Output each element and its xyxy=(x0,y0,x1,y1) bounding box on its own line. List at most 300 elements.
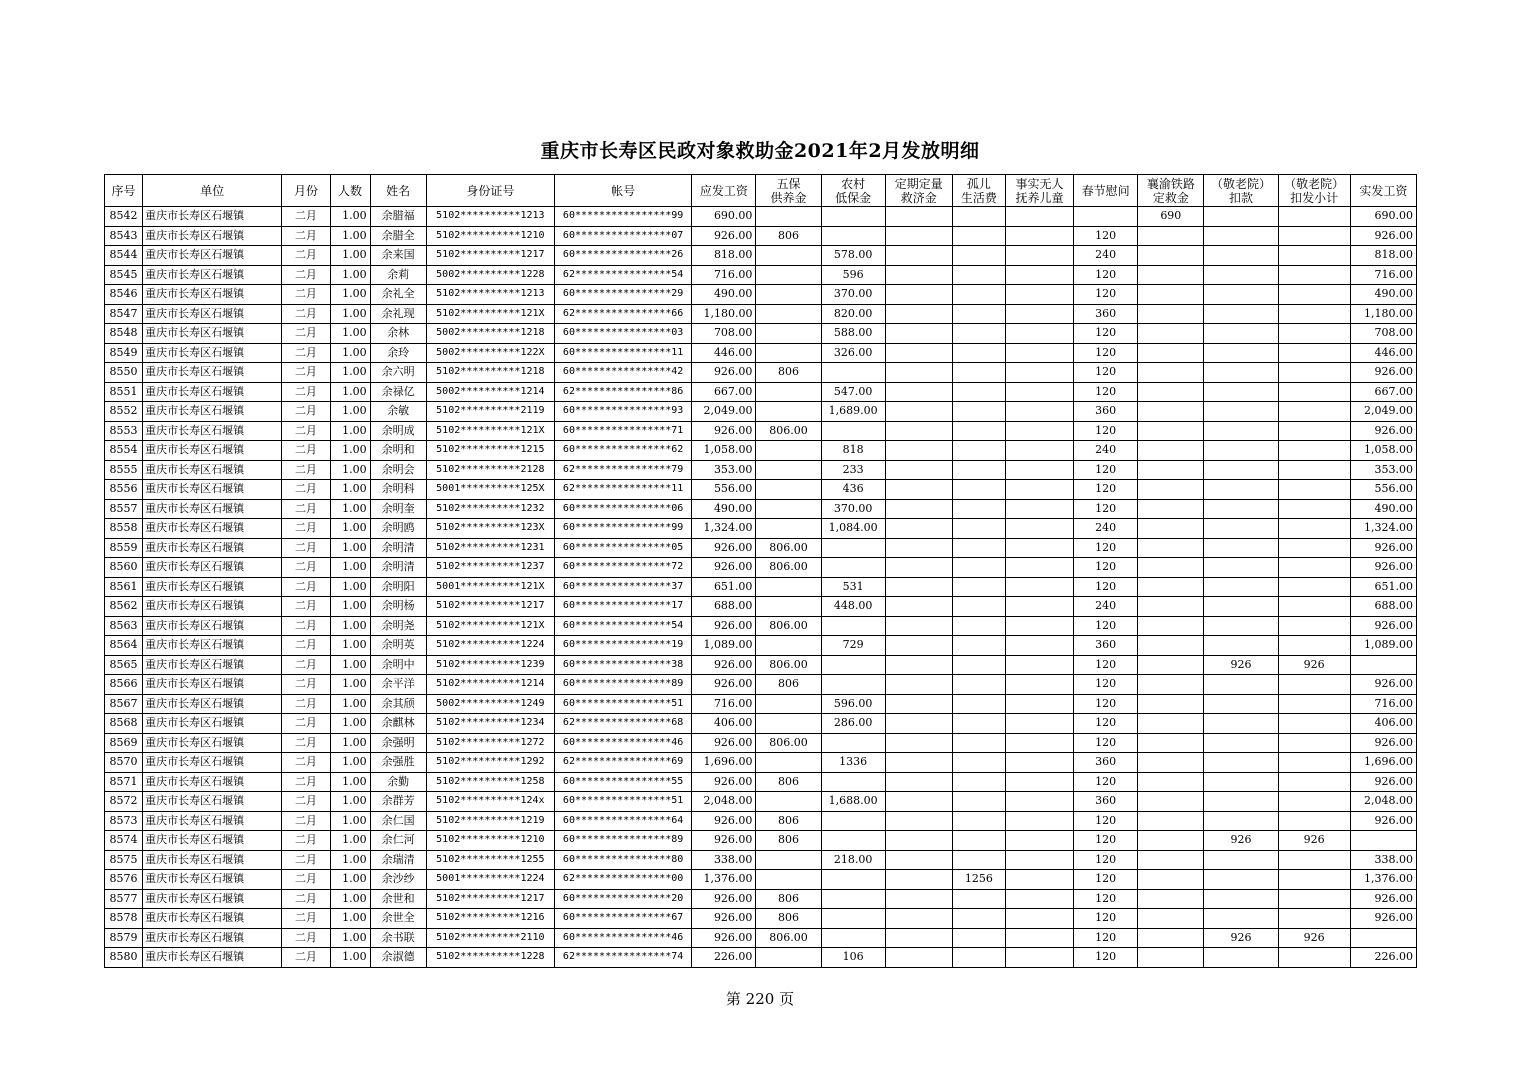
table-row xyxy=(105,304,1417,324)
col-railway-relief-cell xyxy=(1138,909,1204,929)
col-regular-relief-cell xyxy=(885,480,952,500)
col-count-cell: 1.00 xyxy=(330,655,370,675)
col-count-cell: 1.00 xyxy=(330,246,370,266)
col-payable-cell: 716.00 xyxy=(692,265,756,285)
col-month-cell: 二月 xyxy=(282,655,330,675)
col-actual-pay-cell: 1,058.00 xyxy=(1350,441,1416,461)
col-rural-subsidy-cell: 578.00 xyxy=(821,246,885,266)
col-five-guarantee-cell: 806.00 xyxy=(756,655,821,675)
col-month-cell: 二月 xyxy=(282,558,330,578)
col-regular-relief-cell xyxy=(885,499,952,519)
col-unit-cell: 重庆市长寿区石堰镇 xyxy=(143,441,282,461)
col-actual-pay-cell: 556.00 xyxy=(1350,480,1416,500)
col-nursing-subtotal-cell xyxy=(1278,324,1350,344)
col-five-guarantee-cell: 806 xyxy=(756,811,821,831)
col-nursing-deduction-cell xyxy=(1204,226,1278,246)
table-row xyxy=(105,889,1417,909)
col-railway-relief-cell xyxy=(1138,870,1204,890)
col-account-cell: 62****************11 xyxy=(554,480,691,500)
col-regular-relief-cell xyxy=(885,636,952,656)
col-railway-relief-cell xyxy=(1138,811,1204,831)
col-account-cell: 60****************64 xyxy=(554,811,691,831)
col-payable-cell: 2,048.00 xyxy=(692,792,756,812)
col-account-cell: 62****************74 xyxy=(554,948,691,968)
col-count-cell: 1.00 xyxy=(330,343,370,363)
col-nursing-deduction-cell xyxy=(1204,285,1278,305)
col-id-number-cell: 5102**********123X xyxy=(426,519,554,539)
col-seq-cell: 8544 xyxy=(105,246,143,266)
col-unit-header: 单位 xyxy=(143,175,282,207)
col-spring-festival-cell: 120 xyxy=(1074,480,1138,500)
col-rural-subsidy-cell: 820.00 xyxy=(821,304,885,324)
col-rural-subsidy-cell xyxy=(821,207,885,227)
col-five-guarantee-cell xyxy=(756,636,821,656)
col-account-cell: 60****************07 xyxy=(554,226,691,246)
col-spring-festival-cell: 120 xyxy=(1074,831,1138,851)
col-name-cell: 余林 xyxy=(370,324,426,344)
col-rural-subsidy-cell xyxy=(821,421,885,441)
col-id-number-cell: 5102**********121X xyxy=(426,304,554,324)
table-row xyxy=(105,421,1417,441)
col-regular-relief-cell xyxy=(885,324,952,344)
col-orphan-allowance-cell xyxy=(952,928,1005,948)
table-row xyxy=(105,909,1417,929)
col-name-cell: 余麒林 xyxy=(370,714,426,734)
col-month-cell: 二月 xyxy=(282,597,330,617)
col-unattended-children-cell xyxy=(1005,948,1073,968)
col-payable-cell: 406.00 xyxy=(692,714,756,734)
col-actual-pay-cell: 688.00 xyxy=(1350,597,1416,617)
col-spring-festival-cell: 240 xyxy=(1074,246,1138,266)
col-seq-cell: 8551 xyxy=(105,382,143,402)
col-count-cell: 1.00 xyxy=(330,324,370,344)
col-payable-cell: 708.00 xyxy=(692,324,756,344)
col-actual-pay-cell: 926.00 xyxy=(1350,909,1416,929)
col-name-cell: 余六明 xyxy=(370,363,426,383)
col-name-cell: 余明阳 xyxy=(370,577,426,597)
col-railway-relief-cell xyxy=(1138,246,1204,266)
col-account-cell: 60****************89 xyxy=(554,831,691,851)
col-unattended-children-cell xyxy=(1005,480,1073,500)
col-regular-relief-cell xyxy=(885,577,952,597)
col-railway-relief-cell xyxy=(1138,421,1204,441)
col-five-guarantee-cell xyxy=(756,714,821,734)
table-row xyxy=(105,733,1417,753)
col-name-cell: 余来国 xyxy=(370,246,426,266)
col-seq-header: 序号 xyxy=(105,175,143,207)
col-actual-pay-cell: 1,089.00 xyxy=(1350,636,1416,656)
col-regular-relief-cell xyxy=(885,421,952,441)
col-nursing-deduction-cell xyxy=(1204,441,1278,461)
col-name-cell: 余明清 xyxy=(370,558,426,578)
col-month-cell: 二月 xyxy=(282,402,330,422)
col-spring-festival-cell: 360 xyxy=(1074,402,1138,422)
col-actual-pay-cell: 926.00 xyxy=(1350,363,1416,383)
col-count-cell: 1.00 xyxy=(330,811,370,831)
col-actual-pay-cell: 1,696.00 xyxy=(1350,753,1416,773)
col-rural-subsidy-cell: 596.00 xyxy=(821,694,885,714)
col-railway-relief-cell xyxy=(1138,538,1204,558)
col-count-cell: 1.00 xyxy=(330,363,370,383)
col-nursing-deduction-cell xyxy=(1204,772,1278,792)
col-unit-cell: 重庆市长寿区石堰镇 xyxy=(143,948,282,968)
col-account-cell: 60****************54 xyxy=(554,616,691,636)
col-name-cell: 余腊全 xyxy=(370,226,426,246)
col-month-cell: 二月 xyxy=(282,226,330,246)
col-name-cell: 余平洋 xyxy=(370,675,426,695)
col-actual-pay-cell: 926.00 xyxy=(1350,421,1416,441)
col-nursing-deduction-cell xyxy=(1204,811,1278,831)
col-spring-festival-cell: 120 xyxy=(1074,460,1138,480)
col-orphan-allowance-cell xyxy=(952,226,1005,246)
col-account-cell: 60****************93 xyxy=(554,402,691,422)
col-unattended-children-cell xyxy=(1005,577,1073,597)
col-id-number-cell: 5102**********1258 xyxy=(426,772,554,792)
col-count-cell: 1.00 xyxy=(330,265,370,285)
col-name-cell: 余明尧 xyxy=(370,616,426,636)
col-id-number-cell: 5102**********1216 xyxy=(426,909,554,929)
col-unit-cell: 重庆市长寿区石堰镇 xyxy=(143,460,282,480)
col-seq-cell: 8580 xyxy=(105,948,143,968)
col-payable-cell: 490.00 xyxy=(692,285,756,305)
col-nursing-deduction-cell xyxy=(1204,753,1278,773)
col-orphan-allowance-cell xyxy=(952,265,1005,285)
col-count-cell: 1.00 xyxy=(330,753,370,773)
col-payable-cell: 926.00 xyxy=(692,363,756,383)
table-row xyxy=(105,246,1417,266)
col-five-guarantee-cell: 806.00 xyxy=(756,538,821,558)
col-spring-festival-cell: 120 xyxy=(1074,694,1138,714)
col-unit-cell: 重庆市长寿区石堰镇 xyxy=(143,831,282,851)
col-orphan-allowance-cell xyxy=(952,675,1005,695)
col-orphan-allowance-cell xyxy=(952,421,1005,441)
col-nursing-subtotal-cell xyxy=(1278,304,1350,324)
col-unattended-children-cell xyxy=(1005,460,1073,480)
col-unit-cell: 重庆市长寿区石堰镇 xyxy=(143,597,282,617)
col-nursing-deduction-cell xyxy=(1204,597,1278,617)
col-month-cell: 二月 xyxy=(282,753,330,773)
col-spring-festival-cell: 360 xyxy=(1074,304,1138,324)
col-nursing-subtotal-cell xyxy=(1278,226,1350,246)
col-regular-relief-cell xyxy=(885,675,952,695)
col-count-cell: 1.00 xyxy=(330,226,370,246)
col-actual-pay-cell: 708.00 xyxy=(1350,324,1416,344)
col-month-cell: 二月 xyxy=(282,421,330,441)
col-railway-relief-cell xyxy=(1138,460,1204,480)
col-unit-cell: 重庆市长寿区石堰镇 xyxy=(143,499,282,519)
col-id-number-cell: 5102**********1210 xyxy=(426,226,554,246)
table-row xyxy=(105,499,1417,519)
col-count-cell: 1.00 xyxy=(330,499,370,519)
col-nursing-subtotal-cell: 926 xyxy=(1278,655,1350,675)
col-nursing-deduction-cell xyxy=(1204,889,1278,909)
col-account-cell: 60****************51 xyxy=(554,694,691,714)
col-payable-cell: 651.00 xyxy=(692,577,756,597)
col-nursing-deduction-cell xyxy=(1204,792,1278,812)
col-id-number-cell: 5102**********1231 xyxy=(426,538,554,558)
col-seq-cell: 8548 xyxy=(105,324,143,344)
col-actual-pay-cell: 926.00 xyxy=(1350,226,1416,246)
col-orphan-allowance-cell xyxy=(952,811,1005,831)
col-id-number-cell: 5102**********1213 xyxy=(426,207,554,227)
col-spring-festival-cell: 120 xyxy=(1074,733,1138,753)
col-unit-cell: 重庆市长寿区石堰镇 xyxy=(143,694,282,714)
col-unit-cell: 重庆市长寿区石堰镇 xyxy=(143,382,282,402)
col-name-cell: 余礼全 xyxy=(370,285,426,305)
col-unattended-children-cell xyxy=(1005,772,1073,792)
col-spring-festival-cell: 120 xyxy=(1074,577,1138,597)
table-row xyxy=(105,870,1417,890)
col-rural-subsidy-cell: 1,084.00 xyxy=(821,519,885,539)
col-orphan-allowance-cell: 1256 xyxy=(952,870,1005,890)
col-railway-relief-cell xyxy=(1138,402,1204,422)
col-unattended-children-header: 事实无人 抚养儿童 xyxy=(1005,175,1073,207)
col-unit-cell: 重庆市长寿区石堰镇 xyxy=(143,772,282,792)
col-count-cell: 1.00 xyxy=(330,616,370,636)
col-month-cell: 二月 xyxy=(282,265,330,285)
col-five-guarantee-cell xyxy=(756,441,821,461)
col-actual-pay-cell: 926.00 xyxy=(1350,811,1416,831)
col-orphan-allowance-cell xyxy=(952,480,1005,500)
col-count-cell: 1.00 xyxy=(330,207,370,227)
col-name-cell: 余强胜 xyxy=(370,753,426,773)
col-spring-festival-cell: 120 xyxy=(1074,889,1138,909)
col-actual-pay-cell: 2,049.00 xyxy=(1350,402,1416,422)
col-nursing-deduction-cell xyxy=(1204,402,1278,422)
col-regular-relief-cell xyxy=(885,519,952,539)
col-rural-subsidy-cell xyxy=(821,928,885,948)
col-unattended-children-cell xyxy=(1005,207,1073,227)
col-unit-cell: 重庆市长寿区石堰镇 xyxy=(143,480,282,500)
col-railway-relief-cell xyxy=(1138,304,1204,324)
col-count-cell: 1.00 xyxy=(330,538,370,558)
col-nursing-subtotal-cell xyxy=(1278,441,1350,461)
col-unit-cell: 重庆市长寿区石堰镇 xyxy=(143,909,282,929)
col-payable-cell: 926.00 xyxy=(692,675,756,695)
col-spring-festival-cell: 120 xyxy=(1074,850,1138,870)
col-regular-relief-cell xyxy=(885,870,952,890)
col-regular-relief-cell xyxy=(885,733,952,753)
col-spring-festival-cell: 120 xyxy=(1074,538,1138,558)
col-account-header: 帐号 xyxy=(554,175,691,207)
col-nursing-deduction-cell xyxy=(1204,421,1278,441)
col-rural-subsidy-cell: 1,689.00 xyxy=(821,402,885,422)
col-spring-festival-cell: 120 xyxy=(1074,285,1138,305)
col-five-guarantee-cell xyxy=(756,304,821,324)
col-five-guarantee-cell: 806 xyxy=(756,909,821,929)
col-name-cell: 余明鸥 xyxy=(370,519,426,539)
col-month-cell: 二月 xyxy=(282,675,330,695)
col-account-cell: 60****************20 xyxy=(554,889,691,909)
col-name-cell: 余明和 xyxy=(370,441,426,461)
col-regular-relief-cell xyxy=(885,246,952,266)
col-account-cell: 60****************46 xyxy=(554,733,691,753)
col-seq-cell: 8565 xyxy=(105,655,143,675)
col-month-cell: 二月 xyxy=(282,831,330,851)
col-nursing-subtotal-cell xyxy=(1278,402,1350,422)
col-unattended-children-cell xyxy=(1005,928,1073,948)
col-rural-subsidy-cell xyxy=(821,831,885,851)
col-name-header: 姓名 xyxy=(370,175,426,207)
col-five-guarantee-header: 五保 供养金 xyxy=(756,175,821,207)
col-regular-relief-cell xyxy=(885,616,952,636)
col-rural-subsidy-cell xyxy=(821,655,885,675)
col-rural-subsidy-cell xyxy=(821,811,885,831)
col-rural-subsidy-cell xyxy=(821,363,885,383)
col-payable-cell: 1,696.00 xyxy=(692,753,756,773)
col-regular-relief-cell xyxy=(885,265,952,285)
col-payable-cell: 1,089.00 xyxy=(692,636,756,656)
col-railway-relief-cell xyxy=(1138,792,1204,812)
col-nursing-deduction-cell xyxy=(1204,733,1278,753)
col-name-cell: 余世全 xyxy=(370,909,426,929)
col-railway-relief-cell xyxy=(1138,772,1204,792)
col-name-cell: 余明会 xyxy=(370,460,426,480)
col-spring-festival-header: 春节慰问 xyxy=(1074,175,1138,207)
col-count-cell: 1.00 xyxy=(330,460,370,480)
col-unit-cell: 重庆市长寿区石堰镇 xyxy=(143,207,282,227)
col-name-cell: 余淑德 xyxy=(370,948,426,968)
col-spring-festival-cell: 120 xyxy=(1074,558,1138,578)
col-railway-relief-cell xyxy=(1138,928,1204,948)
col-nursing-deduction-cell xyxy=(1204,675,1278,695)
col-id-number-cell: 5002**********1249 xyxy=(426,694,554,714)
col-payable-cell: 1,324.00 xyxy=(692,519,756,539)
col-nursing-subtotal-cell xyxy=(1278,909,1350,929)
table-row xyxy=(105,343,1417,363)
col-payable-cell: 926.00 xyxy=(692,538,756,558)
col-seq-cell: 8572 xyxy=(105,792,143,812)
col-railway-relief-cell xyxy=(1138,265,1204,285)
col-nursing-deduction-cell xyxy=(1204,480,1278,500)
col-regular-relief-cell xyxy=(885,772,952,792)
col-name-cell: 余其颀 xyxy=(370,694,426,714)
col-actual-pay-cell: 818.00 xyxy=(1350,246,1416,266)
col-id-number-cell: 5102**********1228 xyxy=(426,948,554,968)
col-unit-cell: 重庆市长寿区石堰镇 xyxy=(143,811,282,831)
relief-table xyxy=(104,174,1417,968)
col-month-cell: 二月 xyxy=(282,694,330,714)
col-month-cell: 二月 xyxy=(282,928,330,948)
col-account-cell: 60****************17 xyxy=(554,597,691,617)
col-regular-relief-cell xyxy=(885,538,952,558)
col-railway-relief-cell xyxy=(1138,343,1204,363)
col-orphan-allowance-cell xyxy=(952,655,1005,675)
col-id-number-cell: 5102**********121X xyxy=(426,421,554,441)
col-nursing-deduction-cell xyxy=(1204,363,1278,383)
col-count-cell: 1.00 xyxy=(330,909,370,929)
col-nursing-subtotal-cell xyxy=(1278,207,1350,227)
col-rural-subsidy-cell: 596 xyxy=(821,265,885,285)
col-count-cell: 1.00 xyxy=(330,519,370,539)
col-account-cell: 60****************55 xyxy=(554,772,691,792)
col-account-cell: 62****************86 xyxy=(554,382,691,402)
col-name-cell: 余礼现 xyxy=(370,304,426,324)
col-nursing-subtotal-cell xyxy=(1278,499,1350,519)
col-id-number-cell: 5002**********1218 xyxy=(426,324,554,344)
col-seq-cell: 8547 xyxy=(105,304,143,324)
col-unit-cell: 重庆市长寿区石堰镇 xyxy=(143,928,282,948)
col-five-guarantee-cell: 806.00 xyxy=(756,421,821,441)
col-five-guarantee-cell: 806 xyxy=(756,772,821,792)
col-month-header: 月份 xyxy=(282,175,330,207)
col-unattended-children-cell xyxy=(1005,226,1073,246)
col-name-cell: 余仁河 xyxy=(370,831,426,851)
col-unattended-children-cell xyxy=(1005,831,1073,851)
col-five-guarantee-cell: 806.00 xyxy=(756,616,821,636)
col-id-number-cell: 5102**********1232 xyxy=(426,499,554,519)
col-nursing-deduction-cell xyxy=(1204,460,1278,480)
col-nursing-subtotal-cell xyxy=(1278,772,1350,792)
col-id-number-cell: 5102**********1210 xyxy=(426,831,554,851)
col-month-cell: 二月 xyxy=(282,441,330,461)
col-payable-cell: 490.00 xyxy=(692,499,756,519)
col-id-number-cell: 5102**********1255 xyxy=(426,850,554,870)
col-id-number-cell: 5102**********1272 xyxy=(426,733,554,753)
table-row xyxy=(105,226,1417,246)
col-five-guarantee-cell xyxy=(756,499,821,519)
col-month-cell: 二月 xyxy=(282,870,330,890)
col-seq-cell: 8557 xyxy=(105,499,143,519)
col-month-cell: 二月 xyxy=(282,382,330,402)
col-actual-pay-cell: 226.00 xyxy=(1350,948,1416,968)
col-orphan-allowance-cell xyxy=(952,636,1005,656)
col-count-cell: 1.00 xyxy=(330,889,370,909)
table-row xyxy=(105,655,1417,675)
col-nursing-deduction-header: （敬老院） 扣款 xyxy=(1204,175,1278,207)
table-row xyxy=(105,460,1417,480)
col-regular-relief-cell xyxy=(885,207,952,227)
col-month-cell: 二月 xyxy=(282,343,330,363)
col-seq-cell: 8567 xyxy=(105,694,143,714)
col-id-number-cell: 5001**********125X xyxy=(426,480,554,500)
col-month-cell: 二月 xyxy=(282,889,330,909)
col-unit-cell: 重庆市长寿区石堰镇 xyxy=(143,363,282,383)
col-nursing-deduction-cell xyxy=(1204,265,1278,285)
col-actual-pay-cell: 926.00 xyxy=(1350,558,1416,578)
col-payable-cell: 690.00 xyxy=(692,207,756,227)
col-spring-festival-cell: 120 xyxy=(1074,421,1138,441)
col-spring-festival-cell: 120 xyxy=(1074,655,1138,675)
col-account-cell: 60****************06 xyxy=(554,499,691,519)
col-orphan-allowance-cell xyxy=(952,343,1005,363)
col-railway-relief-cell xyxy=(1138,948,1204,968)
col-five-guarantee-cell: 806 xyxy=(756,363,821,383)
col-unit-cell: 重庆市长寿区石堰镇 xyxy=(143,402,282,422)
col-account-cell: 60****************42 xyxy=(554,363,691,383)
col-actual-pay-cell: 926.00 xyxy=(1350,538,1416,558)
col-month-cell: 二月 xyxy=(282,577,330,597)
col-seq-cell: 8563 xyxy=(105,616,143,636)
col-account-cell: 62****************66 xyxy=(554,304,691,324)
col-payable-cell: 556.00 xyxy=(692,480,756,500)
col-unit-cell: 重庆市长寿区石堰镇 xyxy=(143,558,282,578)
col-orphan-allowance-cell xyxy=(952,324,1005,344)
col-nursing-deduction-cell: 926 xyxy=(1204,655,1278,675)
col-unattended-children-cell xyxy=(1005,792,1073,812)
col-railway-relief-cell xyxy=(1138,714,1204,734)
col-count-cell: 1.00 xyxy=(330,870,370,890)
col-nursing-subtotal-cell xyxy=(1278,850,1350,870)
col-count-cell: 1.00 xyxy=(330,792,370,812)
col-railway-relief-cell xyxy=(1138,499,1204,519)
table-row xyxy=(105,441,1417,461)
col-regular-relief-cell xyxy=(885,694,952,714)
col-name-cell: 余瑞清 xyxy=(370,850,426,870)
col-seq-cell: 8553 xyxy=(105,421,143,441)
col-name-cell: 余明英 xyxy=(370,636,426,656)
col-railway-relief-cell xyxy=(1138,597,1204,617)
